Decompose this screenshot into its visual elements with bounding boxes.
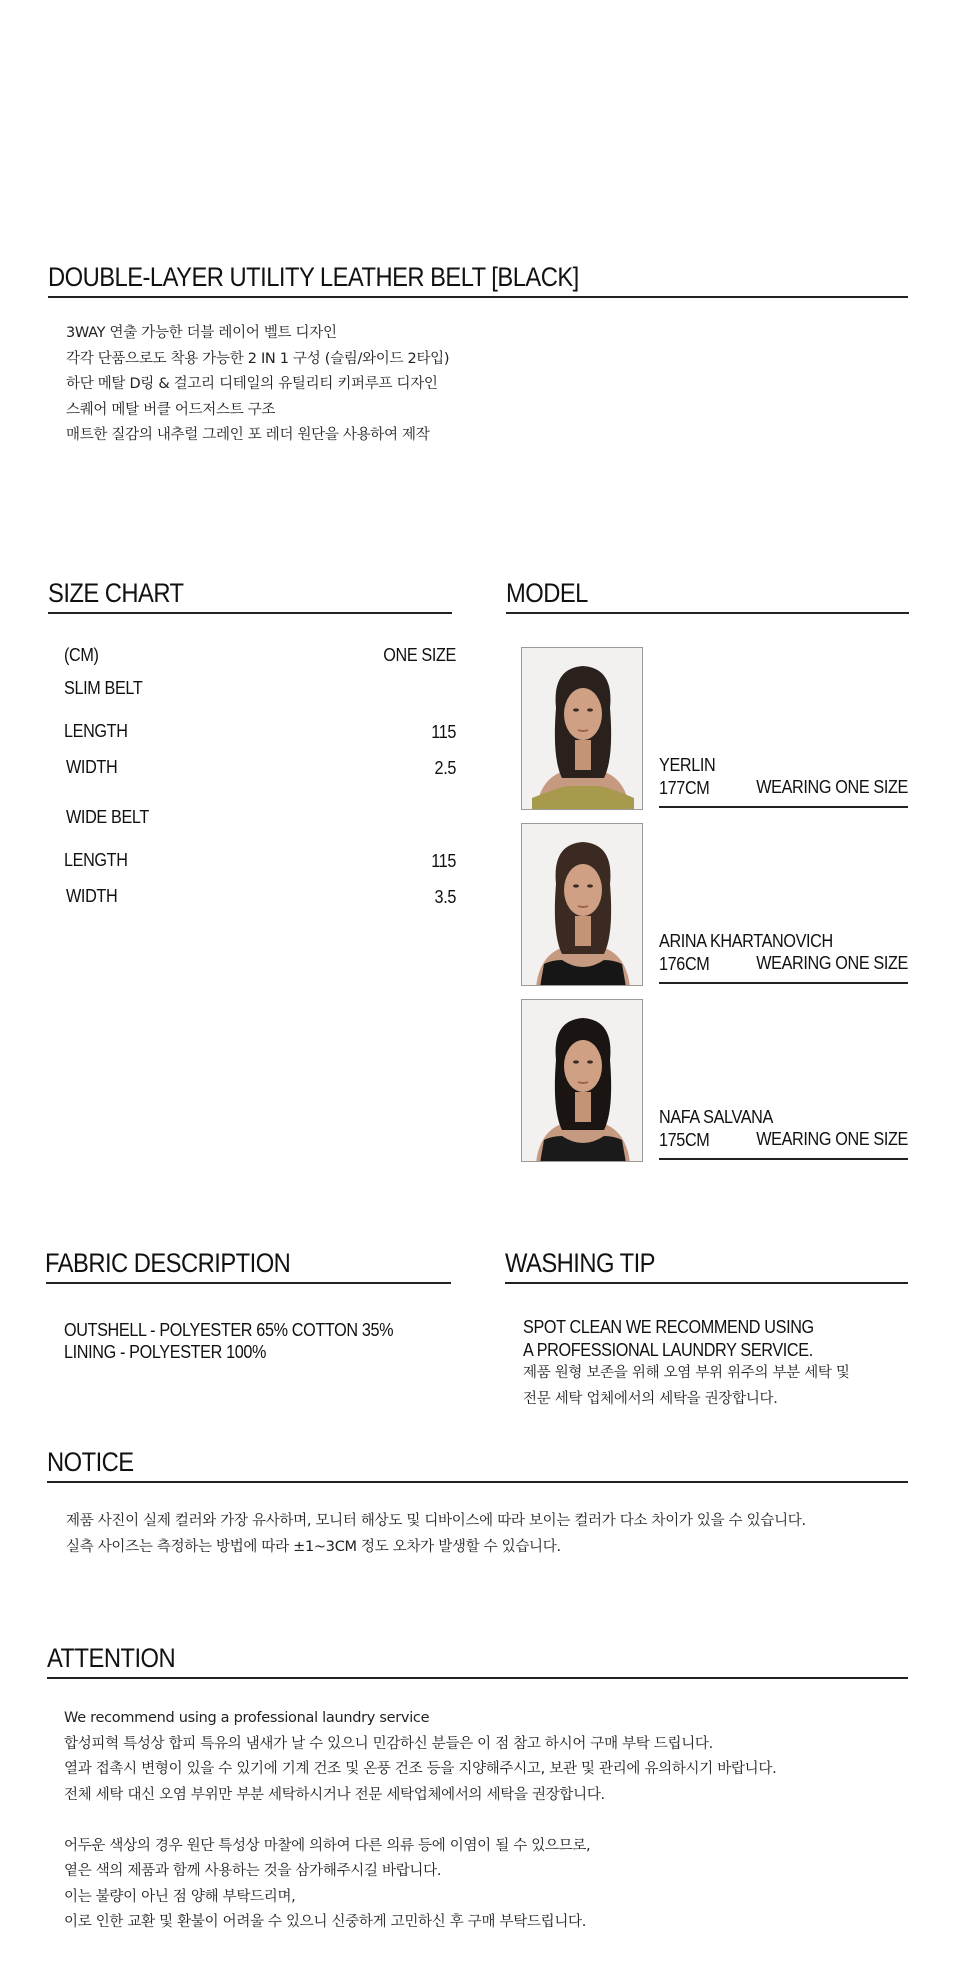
size-chart-heading: SIZE CHART xyxy=(48,578,184,608)
size-row-value: 115 xyxy=(431,722,456,742)
attention-line: We recommend using a professional laundry service xyxy=(64,1710,430,1726)
attention-divider xyxy=(47,1677,908,1679)
size-unit-label: (CM) xyxy=(64,645,99,665)
size-chart-divider xyxy=(48,612,452,614)
size-row-value: 2.5 xyxy=(434,758,456,778)
model-divider xyxy=(659,806,908,808)
attention-line: 합성피혁 특성상 합피 특유의 냄새가 날 수 있으니 민감하신 분들은 이 점 참고 하시어 구매 부탁 드립니다. xyxy=(64,1735,713,1752)
fabric-heading: FABRIC DESCRIPTION xyxy=(45,1248,291,1278)
washing-line: SPOT CLEAN WE RECOMMEND USING xyxy=(523,1317,814,1337)
model-photo xyxy=(521,647,643,810)
notice-heading: NOTICE xyxy=(47,1447,134,1477)
model-divider xyxy=(659,982,908,984)
feature-item: 매트한 질감의 내추럴 그레인 포 레더 원단을 사용하여 제작 xyxy=(66,427,430,443)
attention-text xyxy=(64,1706,776,1936)
feature-item: 각각 단품으로도 착용 가능한 2 IN 1 구성 (슬림/와이드 2타입) xyxy=(66,350,450,367)
fabric-line: OUTSHELL - POLYESTER 65% COTTON 35% xyxy=(64,1320,394,1340)
washing-korean xyxy=(523,1361,850,1412)
model-divider xyxy=(506,612,909,614)
model-portrait-icon xyxy=(522,824,643,986)
feature-item: 3WAY 연출 가능한 더블 레이어 벨트 디자인 xyxy=(66,325,337,341)
fabric-divider xyxy=(46,1282,451,1284)
notice-line: 실측 사이즈는 측정하는 방법에 따라 ±1~3CM 정도 오차가 발생할 수 있습니다. xyxy=(66,1538,561,1555)
model-height: 175CM xyxy=(659,1130,710,1150)
size-row-label: LENGTH xyxy=(64,850,128,870)
size-row-value: 115 xyxy=(431,851,456,871)
size-row-label: WIDTH xyxy=(66,886,118,906)
model-portrait-icon xyxy=(522,648,643,810)
size-column-label: ONE SIZE xyxy=(383,645,456,665)
fabric-line: LINING - POLYESTER 100% xyxy=(64,1342,267,1362)
model-divider xyxy=(659,1158,908,1160)
model-portrait-icon xyxy=(522,1000,643,1162)
attention-line: 어두운 색상의 경우 원단 특성상 마찰에 의하여 다른 의류 등에 이염이 될 수 있으므로, xyxy=(64,1837,591,1854)
notice-line: 제품 사진이 실제 컬러와 가장 유사하며, 모니터 해상도 및 디바이스에 따라 보이는 컬러가 다소 차이가 있을 수 있습니다. xyxy=(66,1513,806,1529)
washing-heading: WASHING TIP xyxy=(505,1248,655,1278)
washing-line: 전문 세탁 업체에서의 세탁을 권장합니다. xyxy=(523,1390,778,1407)
feature-item: 스퀘어 메탈 버클 어드저스트 구조 xyxy=(66,401,276,418)
model-wearing: WEARING ONE SIZE xyxy=(756,953,908,973)
attention-line: 전체 세탁 대신 오염 부위만 부분 세탁하시거나 전문 세탁업체에서의 세탁을 권장합니다. xyxy=(64,1786,605,1803)
model-photo xyxy=(521,999,643,1162)
product-title: DOUBLE-LAYER UTILITY LEATHER BELT [BLACK] xyxy=(48,262,579,292)
model-photo xyxy=(521,823,643,986)
slim-belt-label: SLIM BELT xyxy=(64,678,143,698)
model-name: YERLIN xyxy=(659,755,716,775)
model-name: NAFA SALVANA xyxy=(659,1107,773,1127)
washing-divider xyxy=(505,1282,908,1284)
feature-list xyxy=(66,321,449,449)
model-height: 176CM xyxy=(659,954,710,974)
model-height: 177CM xyxy=(659,778,710,798)
model-heading: MODEL xyxy=(506,578,588,608)
title-divider xyxy=(48,296,908,298)
feature-item: 하단 메탈 D링 & 걸고리 디테일의 유틸리티 키퍼루프 디자인 xyxy=(66,376,438,392)
size-row-label: LENGTH xyxy=(64,721,128,741)
attention-line: 옅은 색의 제품과 함께 사용하는 것을 삼가해주시길 바랍니다. xyxy=(64,1863,442,1879)
washing-line: A PROFESSIONAL LAUNDRY SERVICE. xyxy=(523,1340,813,1360)
washing-line: 제품 원형 보존을 위해 오염 부위 위주의 부분 세탁 및 xyxy=(523,1365,850,1381)
notice-divider xyxy=(47,1481,908,1483)
model-wearing: WEARING ONE SIZE xyxy=(756,777,908,797)
wide-belt-label: WIDE BELT xyxy=(66,807,149,827)
notice-text xyxy=(66,1509,806,1560)
attention-heading: ATTENTION xyxy=(47,1643,176,1673)
size-row-value: 3.5 xyxy=(434,887,456,907)
attention-line xyxy=(64,1808,776,1834)
size-row-label: WIDTH xyxy=(66,757,118,777)
attention-line: 이는 불량이 아닌 점 양해 부탁드리며, xyxy=(64,1888,296,1905)
attention-line: 열과 접촉시 변형이 있을 수 있기에 기계 건조 및 온풍 건조 등을 지양해주시고, 보관 및 관리에 유의하시기 바랍니다. xyxy=(64,1761,777,1777)
model-wearing: WEARING ONE SIZE xyxy=(756,1129,908,1149)
model-name: ARINA KHARTANOVICH xyxy=(659,931,833,951)
attention-line: 이로 인한 교환 및 환불이 어려울 수 있으니 신중하게 고민하신 후 구매 부탁드립니다. xyxy=(64,1914,587,1930)
